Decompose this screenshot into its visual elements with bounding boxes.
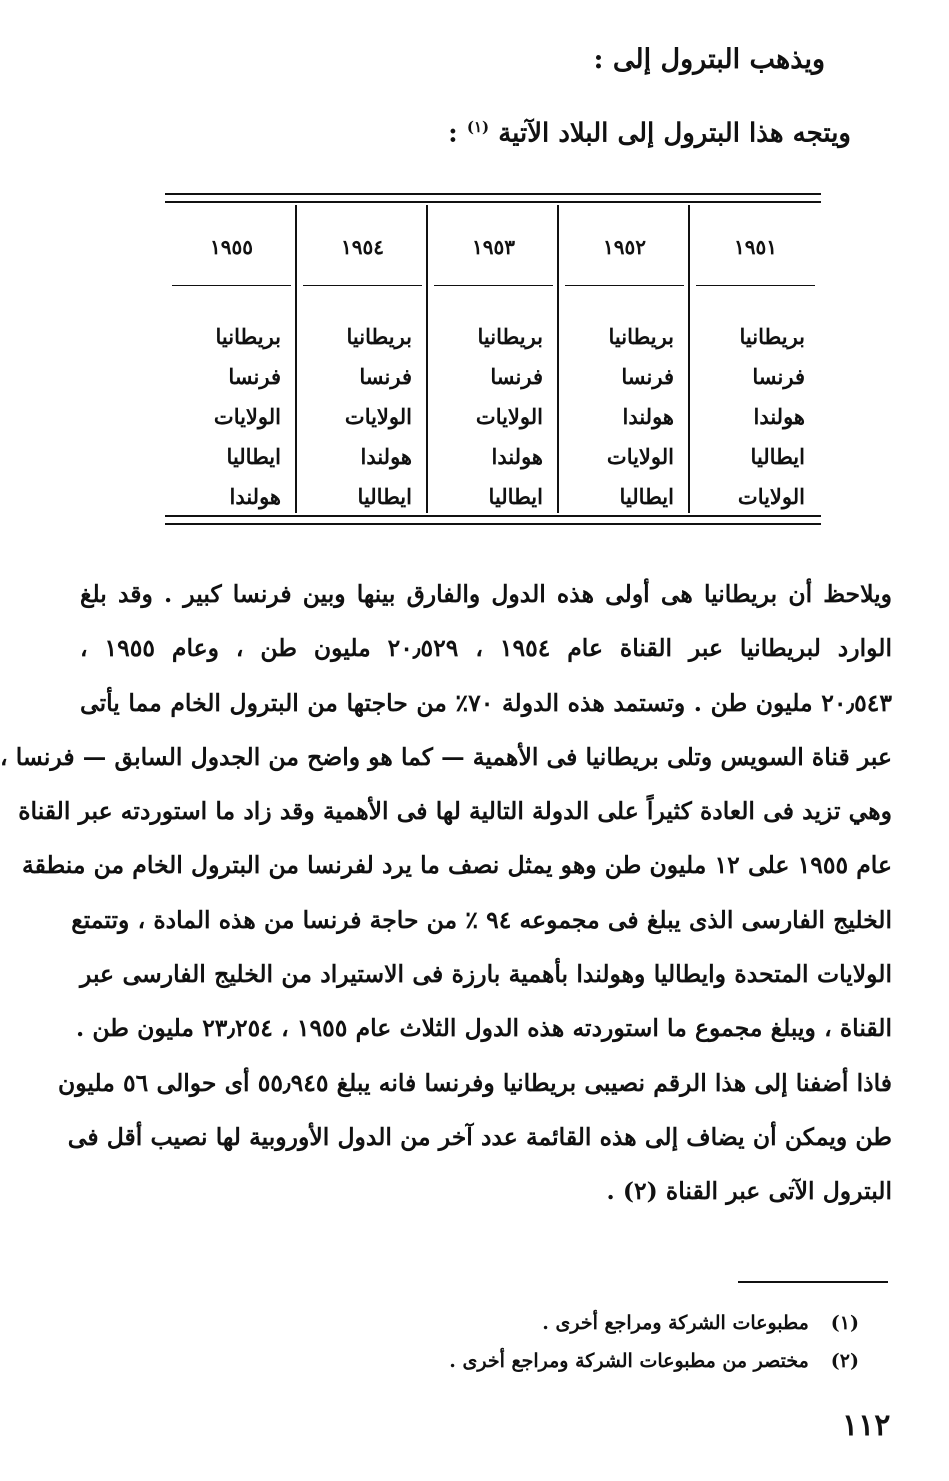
footnote-text: مختصر من مطبوعات الشركة ومراجع أخرى .	[449, 1350, 809, 1372]
paragraph-line: وهي تزيد فى العادة كثيراً على الدولة التالية لها فى الأهمية وقد زاد ما استوردته عبر القناة	[18, 797, 892, 826]
header-rule	[434, 285, 553, 286]
country-cell: الولايات	[737, 484, 805, 509]
country-cell: هولندا	[229, 484, 281, 509]
table-column-1951	[690, 205, 821, 513]
country-cell: بريطانيا	[215, 324, 281, 349]
country-list	[567, 317, 674, 517]
header-rule	[565, 285, 684, 286]
table-top-rule	[165, 193, 821, 195]
country-cell: فرنسا	[490, 364, 543, 389]
table-bottom-rule	[165, 523, 821, 525]
footnote-number: (٢)	[830, 1350, 859, 1372]
table-column-1954	[297, 205, 428, 513]
country-cell: بريطانيا	[608, 324, 674, 349]
footnote-ref-1: (١)	[466, 118, 490, 136]
paragraph-line: طن ويمكن أن يضاف إلى هذه القائمة عدد آخر من الدول الأوروبية لها نصيب أقل فى	[67, 1122, 892, 1151]
paragraph-line: القناة ، ويبلغ مجموع ما استوردته هذه الدول الثلاث عام ١٩٥٥ ، ٢٣٫٢٥٤ مليون طن .	[76, 1014, 892, 1043]
body-paragraph	[0, 567, 892, 1219]
country-cell: ايطاليا	[226, 444, 281, 469]
country-cell: هولندا	[491, 444, 543, 469]
paragraph-line: ويلاحظ أن بريطانيا هى أولى هذه الدول والفارق بينها وبين فرنسا كبير . وقد بلغ	[80, 580, 892, 608]
paragraph-line: فاذا أضفنا إلى هذا الرقم نصيبى بريطانيا وفرنسا فانه يبلغ ٥٥٫٩٤٥ أى حوالى ٥٦ مليون	[58, 1068, 892, 1097]
table-intro-colon: :	[448, 118, 458, 149]
column-year: ١٩٥١	[734, 235, 777, 259]
footnote-number: (١)	[830, 1312, 859, 1334]
country-cell: هولندا	[622, 404, 674, 429]
paragraph-line: عام ١٩٥٥ على ١٢ مليون طن وهو يمثل نصف ما يرد لفرنسا من البترول الخام من منطقة	[21, 851, 892, 880]
country-cell: ايطاليا	[488, 484, 543, 509]
country-cell: فرنسا	[228, 364, 281, 389]
country-cell: هولندا	[360, 444, 412, 469]
paragraph-line: البترول الآتى عبر القناة (٢) .	[606, 1177, 892, 1206]
country-cell: ايطاليا	[619, 484, 674, 509]
country-cell: الولايات	[475, 404, 543, 429]
table-intro-text: ويتجه هذا البترول إلى البلاد الآتية	[498, 118, 851, 149]
footnote-text: مطبوعات الشركة ومراجع أخرى .	[542, 1312, 809, 1334]
country-cell: الولايات	[344, 404, 412, 429]
paragraph-line: الخليج الفارسى الذى يبلغ فى مجموعه ٩٤ ٪ من حاجة فرنسا من هذه المادة ، وتتمتع	[71, 905, 892, 934]
column-year: ١٩٥٥	[210, 235, 253, 259]
country-cell: بريطانيا	[739, 324, 805, 349]
header-rule	[303, 285, 422, 286]
column-year: ١٩٥٣	[472, 235, 515, 259]
table-column-1953	[428, 205, 559, 513]
footnote-2	[449, 1350, 859, 1372]
page-number: ١١٢	[842, 1408, 891, 1443]
country-cell: ايطاليا	[750, 444, 805, 469]
country-cell: الولايات	[606, 444, 674, 469]
country-cell: فرنسا	[621, 364, 674, 389]
paragraph-line: الولايات المتحدة وايطاليا وهولندا بأهمية بارزة فى الاستيراد من الخليج الفارسى عبر	[80, 960, 892, 989]
table-column-1955	[166, 205, 297, 513]
header-rule	[172, 285, 291, 286]
header-rule	[696, 285, 815, 286]
country-cell: فرنسا	[752, 364, 805, 389]
country-list	[436, 317, 543, 517]
footnote-1	[542, 1312, 859, 1334]
country-cell: ايطاليا	[357, 484, 412, 509]
country-cell: بريطانيا	[346, 324, 412, 349]
country-list	[305, 317, 412, 517]
country-list	[174, 317, 281, 517]
paragraph-line: ٢٠٫٥٤٣ مليون طن . وتستمد هذه الدولة ٧٠٪ من حاجتها من البترول الخام مما يأتى	[80, 688, 892, 717]
footnote-separator	[738, 1281, 888, 1283]
paragraph-line: عبر قناة السويس وتلى بريطانيا فى الأهمية — كما هو واضح من الجدول السابق — فرنسا ،	[0, 742, 892, 771]
paragraph-line: الوارد لبريطانيا عبر القناة عام ١٩٥٤ ، ٢٠٫٥٢٩ مليون طن ، وعام ١٩٥٥ ،	[80, 634, 892, 663]
country-cell: هولندا	[753, 404, 805, 429]
country-cell: الولايات	[213, 404, 281, 429]
table-top-rule-inner	[165, 201, 821, 203]
country-cell: بريطانيا	[477, 324, 543, 349]
country-cell: فرنسا	[359, 364, 412, 389]
intro-line: ويذهب البترول إلى :	[593, 44, 825, 75]
table-column-1952	[559, 205, 690, 513]
column-year: ١٩٥٤	[341, 235, 384, 259]
country-list	[698, 317, 805, 517]
countries-by-year-table	[165, 193, 821, 525]
column-year: ١٩٥٢	[603, 235, 646, 259]
table-intro-line	[448, 118, 851, 149]
